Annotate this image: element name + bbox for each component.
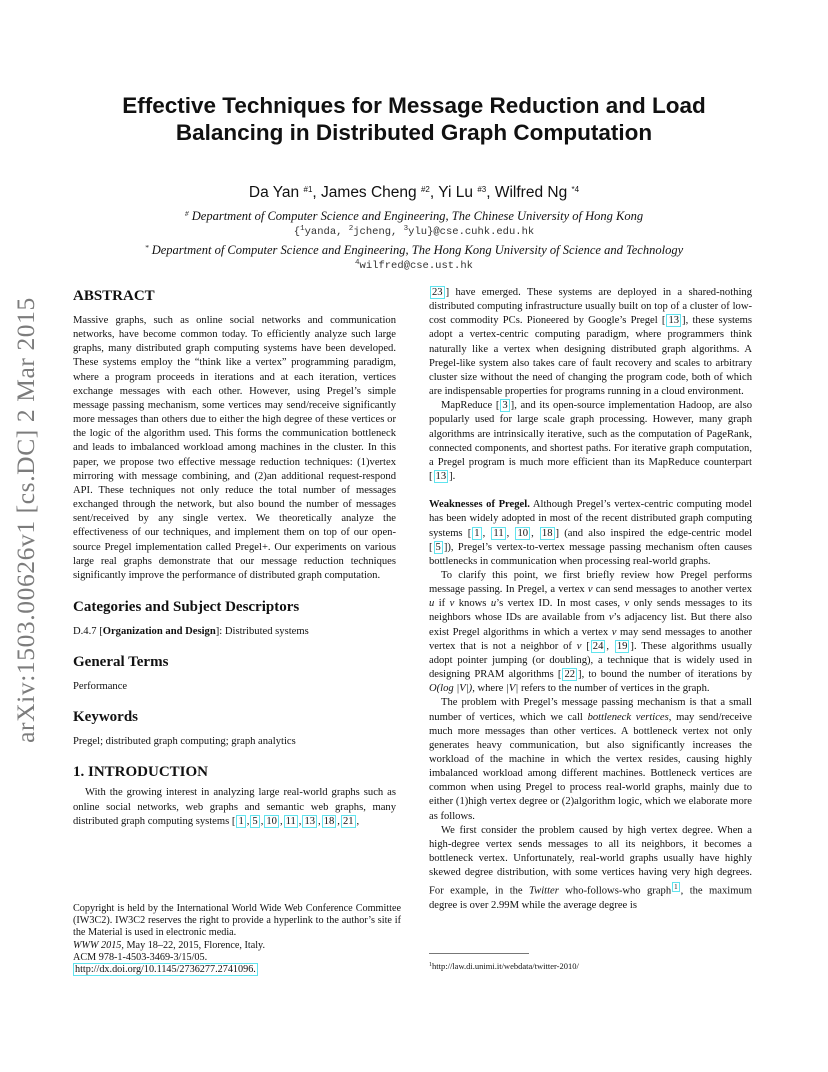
- general-terms-heading: General Terms: [73, 654, 169, 671]
- citation-link[interactable]: 13: [668, 315, 680, 327]
- email-hkust: $^4$wilfred@cse.ust.hk: [355, 259, 473, 272]
- intro-paragraph: 23 ] have emerged. These systems are deployed in a shared-nothing distributed computing infrastructure usually built on top of a cluster of low-cost commodity PCs. Pioneered by Google’s Pregel [ 13 ], these systems adopt a vertex-centric computing paradigm, where programmers think naturally like a vertex when designing distributed graph algorithms. A Pregel-like system also takes care of fault recovery and scales to arbitrary cluster size without the need of changing the program code, both of which are indispensable properties for programs running in a cloud environment.: [429, 287, 753, 398]
- author-name: Da Yan: [248, 184, 300, 201]
- intro-paragraph: MapReduce [ 3 ], and its open-source implementation Hadoop, are also popularly used for large scale graph processing. However, many graph algorithms are intrinsically iterative, such as the computation of PageRank, connected components, and shortest paths. For iterative graph computation, a Pregel program is much more efficient than its MapReduce counterpart [ 13 ].: [429, 400, 753, 483]
- left-column: [73, 286, 396, 829]
- citation-link[interactable]: 22: [564, 669, 576, 681]
- author-mark: #1: [303, 185, 313, 194]
- bottleneck-paragraph: The problem with Pregel’s message passing mechanism is that a small number of vertices, which we call bottleneck vertices, may send/receive much more messages than other vertices. A bottleneck vertex not only generates heavy communication, but also significantly increases the workload of the machine in which the vertex resides, causing highly imbalanced workload among different machines. Bottleneck vertices are common when using Pregel to process real-world graphs, mainly due to either (1)high vertex degree or (2)algorithm logic, which we elaborate more as follows.: [429, 697, 752, 822]
- author-name: Wilfred Ng: [494, 184, 568, 201]
- citation-link[interactable]: 13: [435, 471, 447, 483]
- right-column: [429, 286, 752, 913]
- citation-link[interactable]: 19: [616, 640, 628, 652]
- citation-link[interactable]: 10: [266, 815, 277, 827]
- author-list: Da Yan $^{\#1}$, James Cheng $^{\#2}$, Yi Lu $^{\#3}$, Wilfred Ng $^{*4}$: [248, 184, 580, 201]
- copyright-block: Copyright is held by the International World Wide Web Conference Committee (IW3C2). IW3C2 reserves the right to provide a hyperlink to the author’s site if the Material is used in electronic media. WWW 2015, May 18–22, 2015, Florence, Italy. ACM 978-1-4503-3469-3/15/05. http://dx.doi.org/10.1145/2736277.2741096.: [73, 903, 401, 976]
- author-mark: #2: [420, 185, 430, 194]
- affiliation-cuhk: # Department of Computer Science and Engineering, The Chinese University of Hong Kong: [184, 209, 644, 223]
- footnote-link[interactable]: 1: [674, 883, 678, 892]
- categories-heading: Categories and Subject Descriptors: [73, 598, 300, 615]
- citation-link[interactable]: 23: [432, 287, 443, 298]
- citation-link[interactable]: 11: [285, 815, 296, 827]
- abstract-text: Massive graphs, such as online social networks and communication networks, have become common today. To efficiently analyze such large graphs, many distributed graph computing systems have been developed. These systems employ the “think like a vertex” programming paradigm, where a program proceeds in iterations and at each iteration, vertices exchange messages with each other. However, using Pregel’s simple message passing mechanism, some vertices may send/receive significantly more messages than others due to either the high degree of these vertices or the logic of the algorithm used. This forms the communication bottleneck and leads to imbalanced workload among machines in the cluster. In this paper, we propose two effective message reduction techniques: (1)vertex mirroring with message combining, and (2)an additional request-respond API. These techniques not only reduce the total number of messages exchanged through the network, but also bound the number of messages sent/received by any single vertex. We theoretically analyze the effectiveness of our techniques, and implement them on top of our open-source Pregel implementation called Pregel+. Our experiments on various large real graphs demonstrate that our message reduction techniques significantly improve the performance of distributed graph computation.: [73, 315, 396, 581]
- affiliation-hkust: * Department of Computer Science and Engineering, The Hong Kong University of Science and Technology: [144, 243, 684, 257]
- weaknesses-paragraph: Weaknesses of Pregel. Although Pregel’s vertex-centric computing model has been widely adopted in most of the recent distributed graph computing systems [ 1 , 11 , 10 , 18 ] (and also inspired the edge-centric model [ 5 ]), Pregel’s vertex-to-vertex message passing mechanism often causes bottlenecks in communication when processing real-world graphs.: [429, 499, 752, 567]
- footnote-divider: [429, 953, 529, 954]
- arxiv-id: arXiv:1503.00626v1 [cs.DC] 2 Mar 2015: [11, 297, 41, 743]
- citation-link[interactable]: 24: [592, 640, 604, 652]
- citation-link[interactable]: 5: [435, 541, 441, 553]
- doi-link[interactable]: http://dx.doi.org/10.1145/2736277.2741096.: [75, 964, 256, 976]
- author-name: James Cheng: [321, 184, 417, 201]
- citation-link[interactable]: 1: [474, 527, 480, 539]
- author-name: Yi Lu: [438, 184, 473, 201]
- keywords-heading: Keywords: [73, 709, 138, 726]
- categories-text: D.4.7 [Organization and Design]: Distributed systems: [73, 625, 309, 637]
- citation-link[interactable]: 1: [238, 815, 244, 827]
- citation-link[interactable]: 21: [342, 815, 354, 827]
- general-terms-text: Performance: [73, 681, 128, 693]
- citation-link[interactable]: 10: [517, 527, 529, 539]
- citation-link[interactable]: 11: [493, 527, 504, 539]
- degree-paragraph: We first consider the problem caused by high vertex degree. When a high-degree vertex sends messages to all its neighbors, it becomes a bottleneck vertex. Unfortunately, real-world graphs usually have highly skewed degree distribution, with some vertices having very high degrees. For example, in the Twitter who-follows-who graph $^1$ , the maximum degree is over 2.99M while the average degree is: [429, 824, 752, 912]
- introduction-heading: 1. INTRODUCTION: [73, 764, 209, 781]
- citation-link[interactable]: 18: [541, 527, 553, 539]
- citation-link[interactable]: 5: [252, 815, 258, 827]
- footnote: $^1$http://law.di.unimi.it/webdata/twitter-2010/: [429, 961, 579, 971]
- paper-title: Effective Techniques for Message Reduction and Load Balancing in Distributed Graph Computation: [122, 93, 706, 145]
- citation-link[interactable]: 13: [304, 815, 316, 827]
- author-mark: *4: [571, 185, 580, 194]
- introduction-text: With the growing interest in analyzing large real-world graphs such as online social networks, web graphs and semantic web graphs, many distributed graph computing systems [ 1 , 5 , 10 , 11 , 13 , 18 , 21 ,: [73, 787, 396, 827]
- message-passing-paragraph: To clarify this point, we first briefly review how Pregel performs message passing. In Pregel, a vertex v can send messages to another vertex u if v knows u’s vertex ID. In most cases, v only sends messages to its neighbors whose IDs are available from v’s adjacency list. But there also exist Pregel algorithms in which a vertex v may send messages to another vertex that is not a neighbor of v [ 24 , 19 ]. These algorithms usually adopt pointer jumping (or doubling), a technique that is widely used in designing PRAM algorithms [ 22 ], to bound the number of iterations by O(log |V|), where |V| refers to the number of vertices in the graph.: [429, 569, 753, 695]
- keywords-text: Pregel; distributed graph computing; graph analytics: [73, 736, 296, 748]
- arxiv-watermark: [6, 285, 46, 755]
- citation-link[interactable]: 18: [323, 815, 335, 827]
- email-cuhk: {$^1$yanda, $^2$jcheng, $^3$ylu}@cse.cuhk.edu.hk: [293, 225, 535, 238]
- author-mark: #3: [477, 185, 487, 194]
- citation-link[interactable]: 3: [502, 400, 508, 412]
- abstract-heading: ABSTRACT: [73, 288, 155, 304]
